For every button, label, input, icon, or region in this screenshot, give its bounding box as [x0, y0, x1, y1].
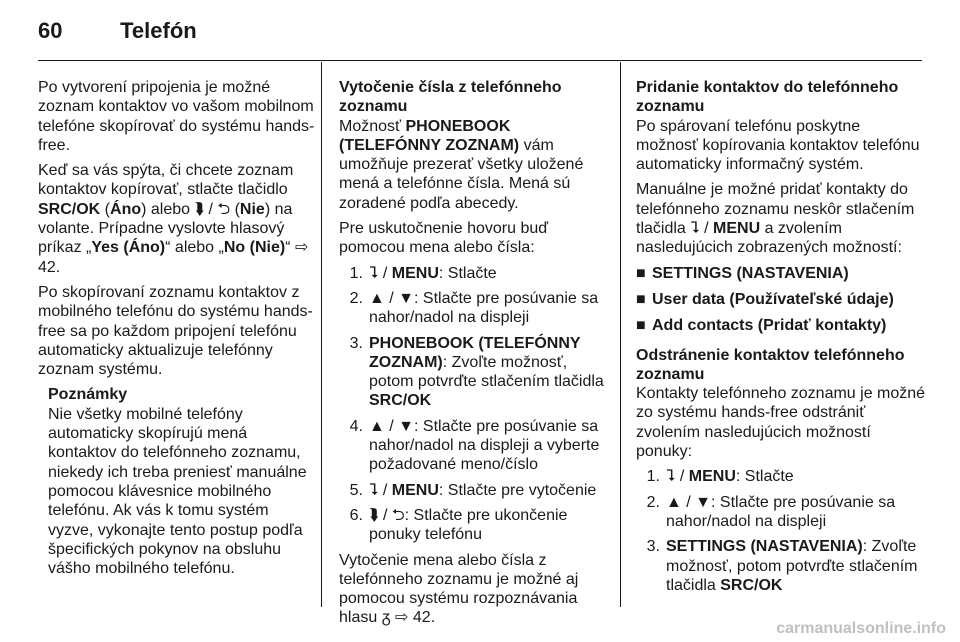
page-header — [38, 18, 197, 44]
text-run: ▲ / ▼: Stlačte pre posúvanie sa nahor/nadol na displeji — [666, 493, 896, 530]
section-heading: Odstránenie kontaktov telefónneho zoznamu — [636, 346, 905, 383]
bold-term: SRC/OK — [720, 576, 783, 594]
bullet-list — [636, 264, 926, 336]
text-run: ⮯ / ⮌: Stlačte pre ukončenie ponuky telefónu — [369, 506, 568, 544]
step-text — [369, 334, 611, 411]
step-text — [369, 264, 497, 283]
paragraph: Vytočenie mena alebo čísla z telefónneho zoznamu je možné aj pomocou systému rozpoznávania hlasu ᵹ ⇨ 42. — [339, 551, 579, 627]
text-run: : Zvoľte možnosť, potom potvrďte stlačením tlačidla — [666, 538, 918, 594]
paragraph — [38, 161, 318, 277]
text-run: a zvolením nasledujúcich zobrazených možností: — [636, 220, 902, 257]
bold-term: Nie — [239, 200, 265, 218]
note-text: Nie všetky mobilné telefóny automaticky skopírujú mená kontaktov do telefónneho zoznamu, niekedy ich treba preniesť manuálne pomocou klávesnice mobilného telefónu. Ak vás k tomu systém vyzve, vykonajte tento postup podľa špecifických pokynov na obsluhu vášho mobilného telefónu. — [48, 405, 307, 578]
note-title: Poznámky — [48, 386, 128, 404]
bold-term: Yes (Áno) — [91, 239, 166, 257]
paragraph: Po vytvorení pripojenia je možné zoznam kontaktov vo vašom mobilnom telefóne skopírovať do systému hands-free. — [38, 79, 315, 154]
bold-term: SRC/OK — [369, 392, 432, 410]
step-item — [339, 481, 611, 500]
step-item — [339, 264, 611, 283]
step-text — [369, 481, 596, 500]
step-text — [369, 289, 611, 328]
step-number: 3. — [349, 334, 363, 352]
text-run: ( — [100, 200, 111, 218]
paragraph: Po spárovaní telefónu poskytne možnosť kopírovania kontaktov telefónu automaticky informačný systém. — [636, 117, 920, 174]
paragraph: Kontakty telefónneho zoznamu je možné zo systému hands-free odstrániť zvolením nasledujúcich možností ponuky: — [636, 385, 926, 461]
watermark: carmanualsonline.info — [776, 620, 946, 637]
text-run: : Zvoľte možnosť, potom potvrďte stlačením tlačidla — [369, 353, 604, 391]
text-run: ⮧ / — [666, 468, 689, 486]
bold-term: SETTINGS (NASTAVENIA) — [666, 538, 863, 556]
text-run: ⮧ / — [369, 481, 392, 499]
paragraph — [636, 180, 926, 257]
step-item — [636, 467, 926, 486]
column-1 — [38, 78, 318, 578]
bullet-square-icon: ■ — [636, 290, 646, 308]
step-text — [369, 506, 611, 545]
paragraph — [339, 117, 611, 213]
bold-term: No (Nie) — [223, 239, 286, 257]
bold-term: MENU — [688, 468, 736, 486]
step-text — [666, 537, 926, 595]
step-item — [339, 506, 611, 545]
section-heading: Pridanie kontaktov do telefónneho zoznamu — [636, 79, 899, 116]
step-number: 5. — [349, 481, 363, 499]
bold-term: MENU — [713, 220, 761, 238]
text-run: : Stlačte pre vytočenie — [438, 481, 597, 499]
step-item — [636, 537, 926, 595]
text-run: vám umožňuje prezerať všetky uložené mená a telefónne čísla. Mená sú zoradené podľa abecedy. — [339, 136, 584, 212]
page-number: 60 — [38, 18, 63, 43]
paragraph: Po skopírovaní zoznamu kontaktov z mobilného telefónu do systému hands-free sa po každom pripojení telefónu automaticky aktualizuje telefónny zoznam systému. — [38, 283, 313, 379]
step-number: 1. — [349, 264, 363, 282]
step-number: 4. — [349, 417, 363, 435]
paragraph: Pre uskutočnenie hovoru buď pomocou mena alebo čísla: — [339, 220, 549, 257]
step-item — [339, 289, 611, 328]
text-run: Keď sa vás spýta, či chcete zoznam kontaktov kopírovať, stlačte tlačidlo — [38, 162, 294, 199]
step-text — [666, 467, 794, 486]
step-number: 1. — [646, 468, 660, 486]
column-2 — [339, 78, 611, 634]
step-number: 2. — [646, 493, 660, 511]
bullet-item: ■ SETTINGS (NASTAVENIA) — [636, 264, 849, 282]
text-run: Možnosť — [339, 117, 406, 135]
step-list — [339, 264, 611, 545]
step-item — [339, 417, 611, 475]
page-title: Telefón — [120, 18, 197, 43]
text-run: ▲ / ▼: Stlačte pre posúvanie sa nahor/nadol na displeji — [369, 289, 599, 327]
step-item — [636, 493, 926, 532]
text-run: “ alebo „ — [165, 239, 224, 257]
text-run: ▲ / ▼: Stlačte pre posúvanie sa nahor/nadol na displeji a vyberte požadované meno/číslo — [369, 417, 600, 474]
text-run: : Stlačte — [438, 264, 497, 282]
section-heading: Vytočenie čísla z telefónneho zoznamu — [339, 79, 562, 116]
bullet-square-icon: ■ — [636, 317, 646, 335]
text-run: : Stlačte — [735, 468, 794, 486]
step-number: 3. — [646, 538, 660, 556]
step-text — [666, 493, 926, 532]
column-divider — [620, 62, 621, 607]
bold-term: PHONEBOOK (TELEFÓNNY ZOZNAM) — [339, 117, 520, 154]
bold-term: PHONEBOOK (TELEFÓNNY ZOZNAM) — [369, 334, 581, 371]
step-item — [339, 334, 611, 411]
step-text — [369, 417, 611, 475]
text-run: ⮧ / — [369, 264, 392, 282]
note-box — [48, 385, 318, 578]
header-divider — [38, 60, 922, 61]
bullet-square-icon: ■ — [636, 264, 646, 282]
column-divider — [321, 62, 322, 607]
step-list — [636, 467, 926, 595]
bold-term: Áno — [110, 200, 142, 218]
text-run: “ ⇨ 42. — [38, 239, 309, 276]
bold-term: MENU — [391, 264, 439, 282]
text-run: ) alebo ⮯ / ⮌ ( — [141, 200, 240, 218]
step-number: 6. — [349, 506, 363, 524]
bullet-item: ■ User data (Používateľské údaje) — [636, 290, 894, 308]
bullet-item: ■ Add contacts (Pridať kontakty) — [636, 317, 887, 335]
step-number: 2. — [349, 289, 363, 307]
column-3 — [636, 78, 926, 601]
bold-term: SRC/OK — [38, 200, 101, 218]
text-run: Manuálne je možné pridať kontakty do telefónneho zoznamu neskôr stlačením tlačidla ⮧ / — [636, 181, 915, 238]
bold-term: MENU — [391, 481, 439, 499]
text-run: ) na volante. Prípadne vyslovte hlasový príkaz „ — [38, 200, 293, 257]
